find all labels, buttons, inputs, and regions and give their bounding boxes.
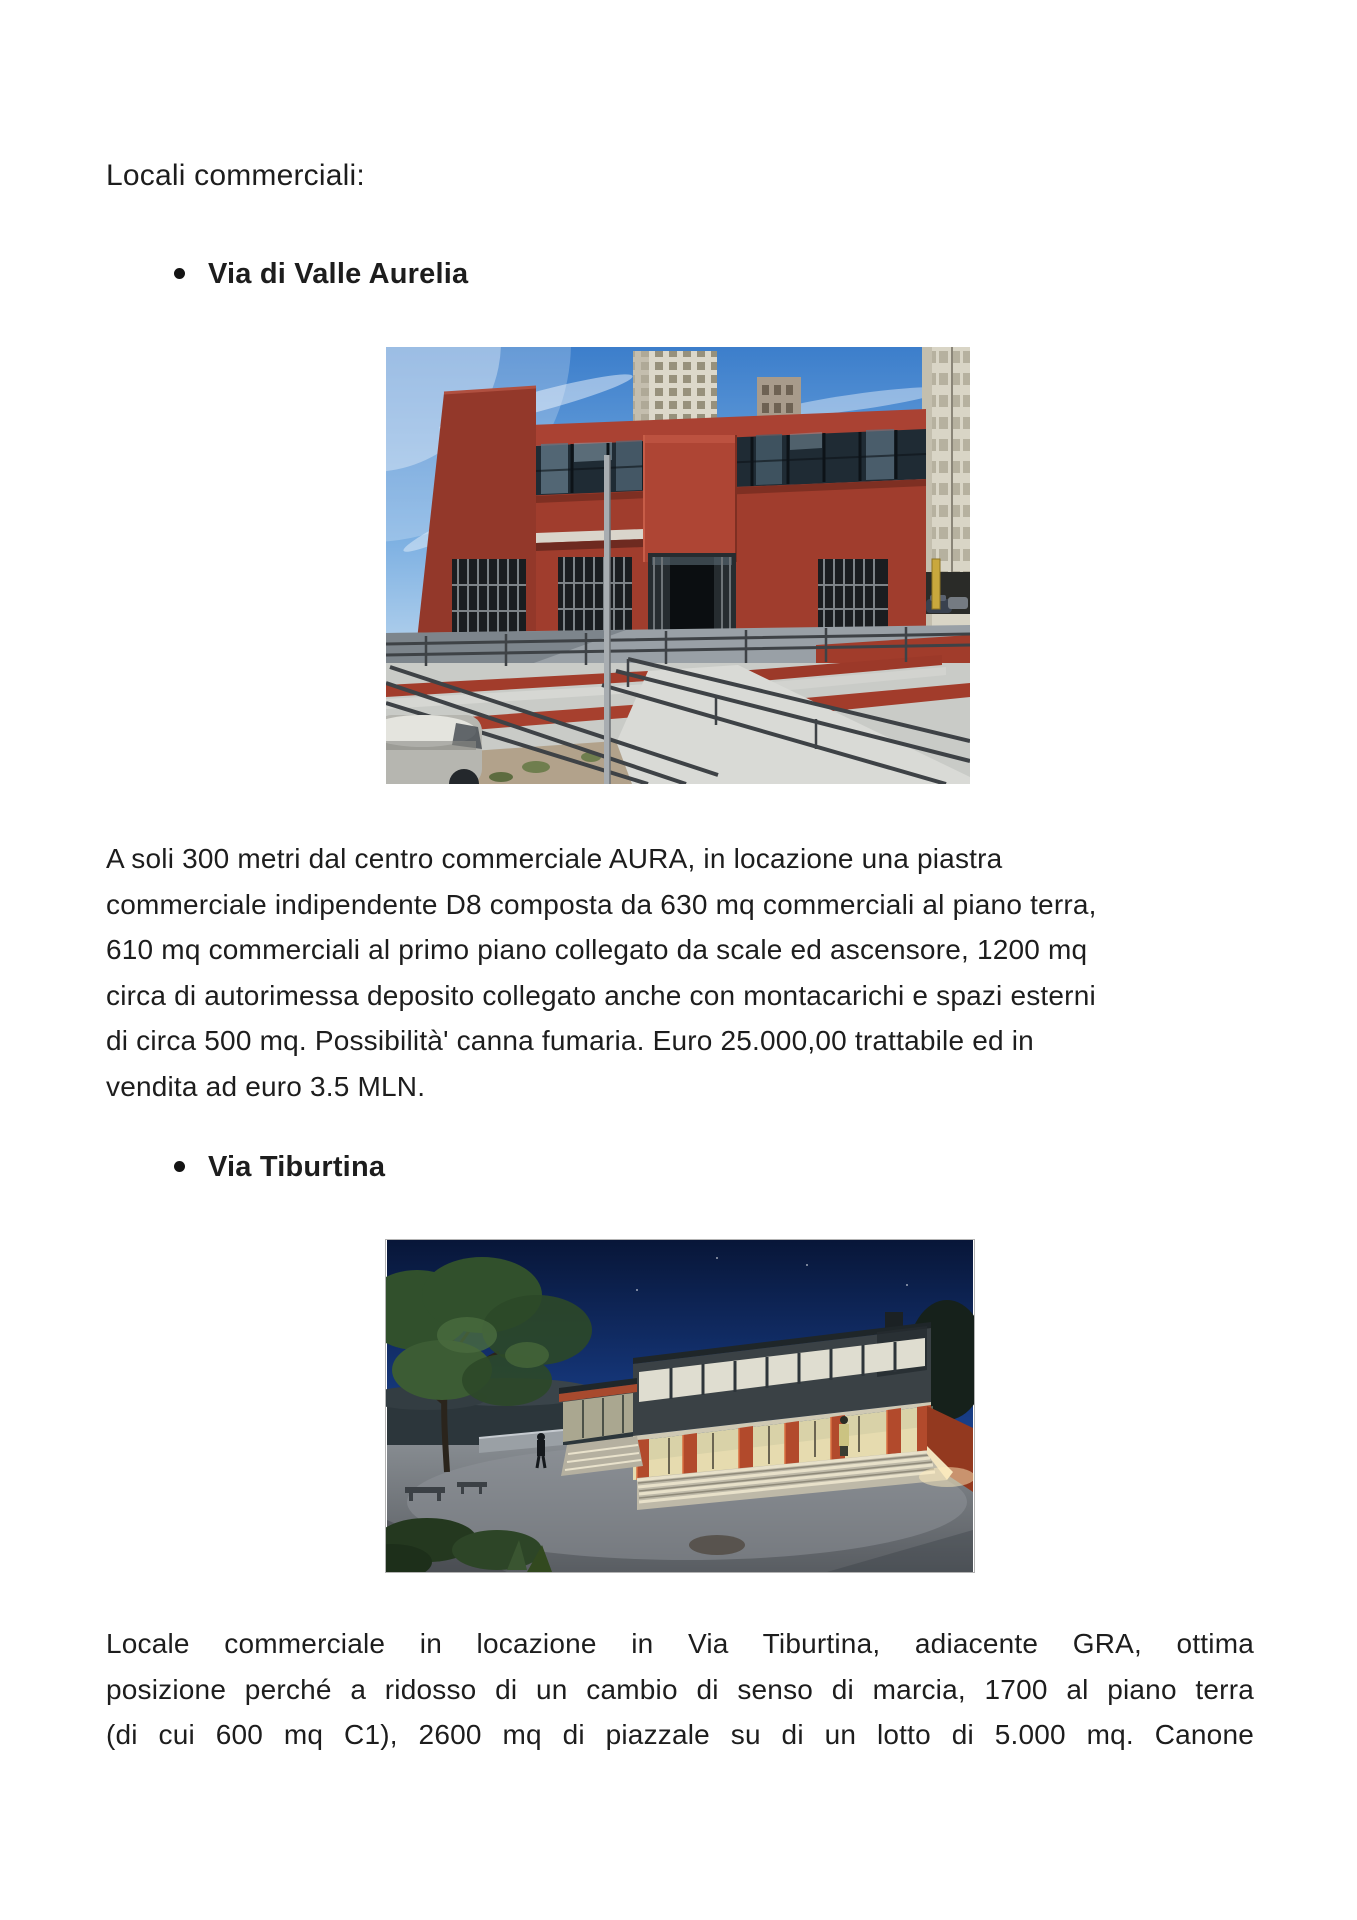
bullet-item-valle-aurelia	[208, 257, 468, 291]
paragraph-valle-aurelia	[106, 836, 1254, 1109]
paragraph-line: Locale commerciale in locazione in Via Tiburtina, adiacente GRA, ottima	[106, 1628, 1254, 1659]
paragraph-line: posizione perché a ridosso di un cambio di senso di marcia, 1700 al piano terra	[106, 1673, 1254, 1705]
red-building-photo-illustration	[386, 347, 970, 784]
paragraph-line: circa di autorimessa deposito collegato anche con montacarichi e spazi esterni	[106, 979, 1096, 1011]
paragraph-tiburtina	[106, 1621, 1254, 1758]
paragraph-line: di circa 500 mq. Possibilità' canna fumaria. Euro 25.000,00 trattabile ed in	[106, 1025, 1034, 1056]
paragraph-line: A soli 300 metri dal centro commerciale AURA, in locazione una piastra	[106, 843, 1003, 874]
flag-pole	[604, 455, 610, 784]
night-render-illustration	[386, 1240, 974, 1572]
bullet-label-valle-aurelia: Via di Valle Aurelia	[208, 258, 469, 290]
photo-valle-aurelia	[386, 347, 970, 784]
bullet-item-tiburtina	[208, 1150, 385, 1184]
parked-car	[386, 715, 482, 784]
bullet-dot	[174, 1161, 185, 1172]
page-title: Locali commerciali:	[106, 159, 365, 192]
paragraph-line: commerciale indipendente D8 composta da 630 mq commerciali al piano terra,	[106, 888, 1097, 920]
bullet-dot	[174, 268, 185, 279]
paragraph-line: vendita ad euro 3.5 MLN.	[106, 1070, 426, 1102]
paragraph-line: (di cui 600 mq C1), 2600 mq di piazzale su di un lotto di 5.000 mq. Canone	[106, 1719, 1254, 1750]
render-tiburtina	[385, 1239, 975, 1573]
paragraph-line: 610 mq commerciali al primo piano collegato da scale ed ascensore, 1200 mq	[106, 934, 1088, 965]
bullet-label-tiburtina: Via Tiburtina	[208, 1151, 386, 1183]
